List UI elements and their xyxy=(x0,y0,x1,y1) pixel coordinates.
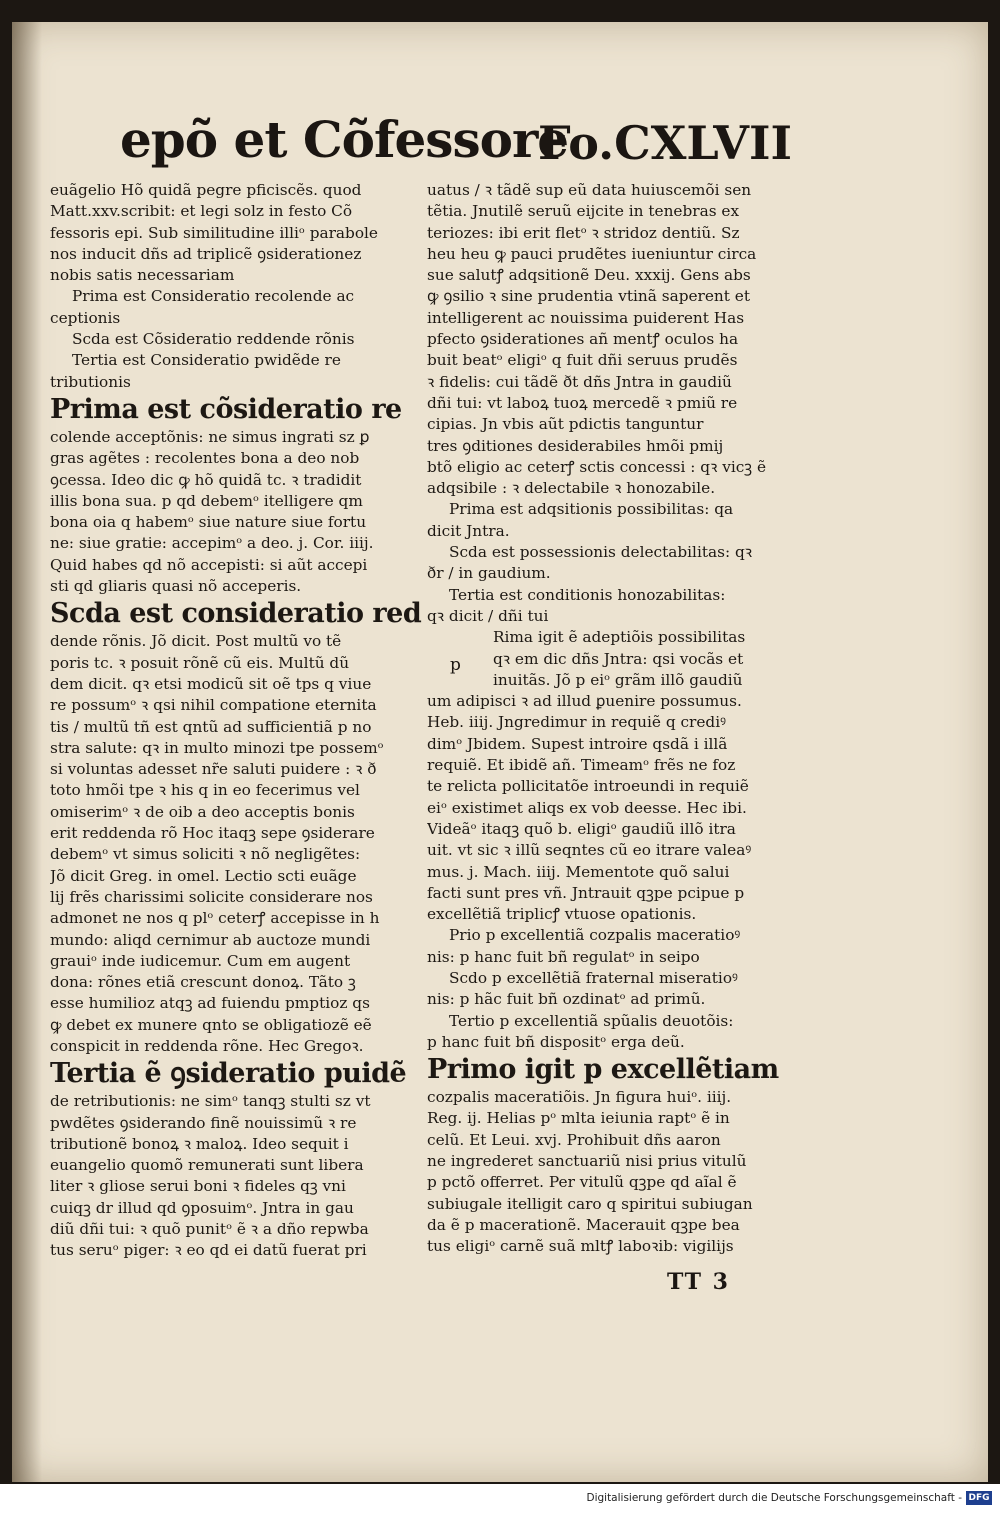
text-line: nis: p hãc fuit bñ ozdinatᵒ ad primũ. xyxy=(427,990,706,1009)
text-line: Prima est Consideratio recolende ac xyxy=(72,287,355,306)
text-line: um adipisci ꝛ ad illud ꝑuenire possumus. xyxy=(427,692,742,711)
text-line: cuiqꝫ dr illud qd ꝯposuimᵒ. Jntra in gau xyxy=(50,1198,354,1217)
text-line: uatus / ꝛ tãdẽ sup eũ data huiuscemõi sen xyxy=(427,181,752,199)
text-line: tres ꝯditiones desiderabiles hmõi pmij xyxy=(427,436,724,455)
section-heading-line: Scda est consideratio red xyxy=(50,598,422,630)
text-line: dona: rõnes etiã crescunt donoꝝ. Tãto ꝫ xyxy=(50,973,356,992)
text-line: Quid habes qd nõ accepisti: si aũt accepi xyxy=(50,555,368,574)
text-line: p pctõ offerret. Per vitulũ qꝫpe qd aĩal ẽ xyxy=(427,1173,737,1192)
text-line: ꝙ debet ex munere qnto se obligatiozẽ eẽ xyxy=(50,1015,372,1034)
text-line: p hanc fuit bñ dispositᵒ erga deũ. xyxy=(427,1032,685,1051)
text-line: ðr / in gaudium. xyxy=(427,564,551,583)
text-line: Reg. ij. Helias pᵒ mlta ieiunia raptᵒ ẽ in xyxy=(427,1109,730,1128)
text-line: euãgelio Hõ quidã pegre pficiscẽs. quod xyxy=(50,181,362,199)
text-line: re possumᵒ ꝛ qsi nihil compatione eternita xyxy=(50,696,377,715)
text-line: admonet ne nos q plᵒ ceterꝭ accepisse in h xyxy=(50,909,380,928)
text-line: intelligerent ac nouissima puiderent Has xyxy=(427,308,745,327)
text-line: conspicit in reddenda rõne. Hec Gregoꝛ. xyxy=(50,1036,364,1055)
signature-mark: TT 3 xyxy=(667,1269,730,1295)
text-line: Prio p excellentiã cozpalis maceratioꝰ xyxy=(449,926,741,945)
text-line: erit reddenda rõ Hoc itaqꝫ sepe ꝯsiderare xyxy=(50,824,375,843)
text-line: nos inducit dñs ad triplicẽ ꝯsiderationez xyxy=(50,244,362,263)
text-line: lij frẽs charissimi solicite considerare nos xyxy=(50,887,373,906)
left-text-column xyxy=(50,180,422,1262)
text-line: ꝯcessa. Ideo dic ꝙ hõ quidã tc. ꝛ tradidit xyxy=(50,470,362,489)
text-line: ꝙ ꝯsilio ꝛ sine prudentia vtinã saperent et xyxy=(427,287,750,306)
text-line: celũ. Et Leui. xvj. Prohibuit dñs aaron xyxy=(427,1130,721,1149)
text-line: adqsibile : ꝛ delectabile ꝛ honozabile. xyxy=(427,479,716,498)
text-line: tus seruᵒ piger: ꝛ eo qd ei datũ fuerat pri xyxy=(50,1241,367,1260)
section-heading-line: Tertia ẽ ꝯsideratio puidẽ xyxy=(50,1058,407,1090)
text-line: mus. j. Mach. iiij. Mementote quõ salui xyxy=(427,862,730,881)
text-line: sti qd gliaris quasi nõ acceperis. xyxy=(50,577,302,596)
text-line: facti sunt pres vñ. Jntrauit qꝫpe pcipue p xyxy=(427,883,745,902)
text-line: ceptionis xyxy=(50,308,121,327)
text-line: colende acceptõnis: ne simus ingrati sz ꝑ xyxy=(50,427,370,446)
text-line: cozpalis maceratiõis. Jn figura huiᵒ. iiij. xyxy=(427,1088,732,1107)
book-page xyxy=(12,22,988,1482)
text-line: de retributionis: ne simᵒ tanqꝫ stulti sz vt xyxy=(50,1092,371,1111)
text-line: uit. vt sic ꝛ illũ seqntes cũ eo itrare valeaꝰ xyxy=(427,841,752,860)
text-line: da ẽ p macerationẽ. Macerauit qꝫpe bea xyxy=(427,1215,740,1234)
text-line: ꝛ fidelis: cui tãdẽ ðt dñs Jntra in gaudiũ xyxy=(427,372,732,391)
text-line: teriozes: ibi erit fletᵒ ꝛ stridoz dentiũ. Sz xyxy=(427,223,740,242)
text-line: inuitãs. Jõ p eiᵒ grãm illõ gaudiũ xyxy=(493,670,743,689)
text-line: gras agẽtes : recolentes bona a deo nob xyxy=(50,449,360,468)
text-line: te relicta pollicitatõe introeundi in requiẽ xyxy=(427,777,749,796)
text-line: Heb. iiij. Jngredimur in requiẽ q crediꝰ xyxy=(427,713,726,732)
text-line: heu heu ꝙ pauci prudẽtes iueniuntur circa xyxy=(427,244,757,263)
text-line: mundo: aliqd cernimur ab auctoze mundi xyxy=(50,930,371,949)
text-line: toto hmõi tpe ꝛ his q in eo fecerimus vel xyxy=(50,781,360,800)
text-line: stra salute: qꝛ in multo minozi tpe possemᵒ xyxy=(50,738,384,757)
text-line: dende rõnis. Jõ dicit. Post multũ vo tẽ xyxy=(50,632,342,651)
right-text-column xyxy=(427,180,799,1258)
text-line: buit beatᵒ eligiᵒ q fuit dñi seruus prudẽs xyxy=(427,351,738,370)
text-line: ne ingrederet sanctuariũ nisi prius vitulũ xyxy=(427,1152,747,1171)
text-line: liter ꝛ gliose serui boni ꝛ fideles qꝫ vni xyxy=(50,1177,346,1196)
text-line: Rima igit ẽ adeptiõis possibilitas xyxy=(493,628,746,647)
marginal-initial: p xyxy=(450,655,461,675)
text-line: sue salutꝭ adqsitionẽ Deu. xxxij. Gens abs xyxy=(427,266,751,285)
text-line: qꝛ dicit / dñi tui xyxy=(427,606,549,625)
text-line: requiẽ. Et ibidẽ añ. Timeamᵒ frẽs ne foz xyxy=(427,756,736,775)
folio-number: Fo.CXLVII xyxy=(538,116,792,170)
text-line: esse humilioz atqꝫ ad fuiendu pmptioz qs xyxy=(50,994,370,1013)
text-line: dicit Jntra. xyxy=(427,521,510,540)
text-line: nobis satis necessariam xyxy=(50,266,235,285)
text-line: poris tc. ꝛ posuit rõnẽ cũ eis. Multũ dũ xyxy=(50,653,350,672)
text-line: bona oia q habemᵒ siue nature siue fortu xyxy=(50,513,367,532)
text-line: excellẽtiã triplicꝭ vtuose opationis. xyxy=(427,905,697,924)
text-line: Tertia est conditionis honozabilitas: xyxy=(449,585,726,604)
text-line: illis bona sua. p qd debemᵒ itelligere qm xyxy=(50,491,363,510)
text-line: dñi tui: vt laboꝝ tuoꝝ mercedẽ ꝛ pmiũ re xyxy=(427,393,738,412)
text-line: tis / multũ tñ est qntũ ad sufficientiã p no xyxy=(50,717,372,736)
text-line: grauiᵒ inde iudicemur. Cum em augent xyxy=(50,951,351,970)
text-line: Scda est Cõsideratio reddende rõnis xyxy=(72,330,355,349)
section-heading-line: Prima est cõsideratio re xyxy=(50,393,402,425)
text-line: nis: p hanc fuit bñ regulatᵒ in seipo xyxy=(427,947,700,966)
text-line: diũ dñi tui: ꝛ quõ punitᵒ ẽ ꝛ a dño repwba xyxy=(50,1220,369,1239)
text-line: omiserimᵒ ꝛ de oib a deo acceptis bonis xyxy=(50,802,355,821)
digitization-footer xyxy=(0,1484,1000,1514)
text-line: Matt.xxv.scribit: et legi solz in festo Cõ xyxy=(50,202,353,221)
text-line: Jõ dicit Greg. in omel. Lectio scti euãge xyxy=(50,866,357,885)
text-line: debemᵒ vt simus soliciti ꝛ nõ negligẽtes: xyxy=(50,845,361,864)
text-line: tẽtia. Jnutilẽ seruũ eijcite in tenebras ex xyxy=(427,202,740,221)
text-line: fessoris epi. Sub similitudine illiᵒ parabole xyxy=(50,223,378,242)
text-line: Tertio p excellentiã spũalis deuotõis: xyxy=(449,1011,734,1030)
text-line: tus eligiᵒ carnẽ suã mltꝭ laboꝛib: vigilijs xyxy=(427,1237,734,1256)
gutter-shadow xyxy=(12,22,42,1482)
text-line: dem dicit. qꝛ etsi modicũ sit oẽ tps q viue xyxy=(50,674,372,693)
footer-credit: Digitalisierung gefördert durch die Deutsche Forschungsgemeinschaft - xyxy=(586,1492,962,1504)
text-line: Prima est adqsitionis possibilitas: qa xyxy=(449,500,734,519)
text-line: subiugale itelligit caro q spiritui subiugan xyxy=(427,1194,753,1213)
text-line: Tertia est Consideratio pwidẽde re xyxy=(72,351,341,370)
text-line: qꝛ em dic dñs Jntra: qsi vocãs et xyxy=(493,649,744,668)
text-line: euangelio quomõ remunerati sunt libera xyxy=(50,1156,364,1175)
text-line: dimᵒ Jbidem. Supest introire qsdã i illã xyxy=(427,734,728,753)
dfg-logo: DFG xyxy=(966,1491,992,1505)
text-line: tributionẽ bonoꝝ ꝛ maloꝝ. Ideo sequit i xyxy=(50,1134,349,1153)
text-line: Scdo p excellẽtiã fraternal miseratioꝰ xyxy=(449,968,738,987)
text-line: ne: siue gratie: accepimᵒ a deo. j. Cor. iiij. xyxy=(50,534,374,553)
text-line: eiᵒ existimet aliqs ex vob deesse. Hec ibi. xyxy=(427,798,747,817)
text-line: tributionis xyxy=(50,372,131,391)
text-line: Videãᵒ itaqꝫ quõ b. eligiᵒ gaudiũ illõ itra xyxy=(427,819,736,838)
text-line: si voluntas adesset nr̃e saluti puidere : ꝛ ð xyxy=(50,760,377,779)
running-head-title: epõ et Cõfessore xyxy=(120,110,569,169)
text-line: pfecto ꝯsiderationes añ mentꝭ oculos ha xyxy=(427,330,739,349)
section-heading-line: Primo igit p excellẽtiam xyxy=(427,1054,779,1086)
text-line: btõ eligio ac ceterꝭ sctis concessi : qꝛ vicꝫ ẽ xyxy=(427,457,767,476)
text-line: cipias. Jn vbis aũt pdictis tanguntur xyxy=(427,415,704,434)
text-line: pwdẽtes ꝯsiderando finẽ nouissimũ ꝛ re xyxy=(50,1113,357,1132)
text-line: Scda est possessionis delectabilitas: qꝛ xyxy=(449,543,753,562)
